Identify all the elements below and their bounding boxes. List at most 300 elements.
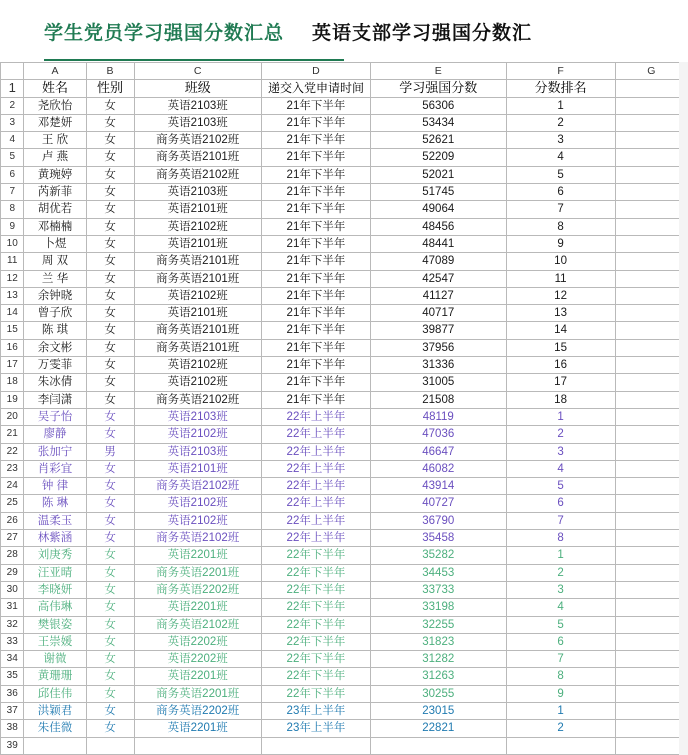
table-cell[interactable]: 21年下半年 [261, 235, 370, 252]
table-cell[interactable]: 7 [506, 201, 615, 218]
table-cell[interactable]: 8 [506, 218, 615, 235]
table-row[interactable] [1, 512, 688, 529]
table-cell[interactable]: 女 [86, 478, 134, 495]
table-cell[interactable]: 22年下半年 [261, 581, 370, 598]
table-cell[interactable]: 39877 [370, 322, 506, 339]
table-cell[interactable]: 22年上半年 [261, 426, 370, 443]
row-header-7[interactable]: 7 [1, 184, 24, 201]
table-cell[interactable]: 7 [506, 651, 615, 668]
table-cell[interactable]: 23年上半年 [261, 702, 370, 719]
row-header-36[interactable]: 36 [1, 685, 24, 702]
table-cell[interactable]: 英语2102班 [134, 357, 261, 374]
table-cell[interactable]: 商务英语2101班 [134, 339, 261, 356]
table-cell[interactable]: 吴子怡 [24, 408, 86, 425]
table-row[interactable] [1, 235, 688, 252]
table-cell[interactable]: 34453 [370, 564, 506, 581]
table-row[interactable] [1, 564, 688, 581]
table-cell-empty[interactable] [615, 218, 687, 235]
header-cell[interactable]: 性别 [86, 80, 134, 97]
row-header-24[interactable]: 24 [1, 478, 24, 495]
table-cell-empty[interactable] [615, 235, 687, 252]
table-cell[interactable]: 21年下半年 [261, 357, 370, 374]
table-row[interactable] [1, 114, 688, 131]
table-cell[interactable]: 女 [86, 408, 134, 425]
table-cell[interactable]: 22年上半年 [261, 443, 370, 460]
table-cell-empty[interactable] [615, 184, 687, 201]
table-cell[interactable]: 卜煜 [24, 235, 86, 252]
table-cell[interactable]: 商务英语2102班 [134, 391, 261, 408]
table-cell[interactable] [261, 737, 370, 754]
table-cell-empty[interactable] [615, 305, 687, 322]
row-header-15[interactable]: 15 [1, 322, 24, 339]
table-cell[interactable]: 47036 [370, 426, 506, 443]
table-cell[interactable]: 商务英语2202班 [134, 702, 261, 719]
table-cell[interactable]: 朱冰倩 [24, 374, 86, 391]
table-cell[interactable]: 商务英语2201班 [134, 685, 261, 702]
table-cell-empty[interactable] [615, 685, 687, 702]
table-cell[interactable]: 英语2102班 [134, 426, 261, 443]
table-row[interactable] [1, 668, 688, 685]
table-cell[interactable] [86, 737, 134, 754]
row-header-29[interactable]: 29 [1, 564, 24, 581]
table-cell[interactable]: 41127 [370, 287, 506, 304]
table-row[interactable] [1, 253, 688, 270]
table-cell-empty[interactable] [615, 633, 687, 650]
row-header-8[interactable]: 8 [1, 201, 24, 218]
row-header-25[interactable]: 25 [1, 495, 24, 512]
table-cell[interactable]: 女 [86, 132, 134, 149]
table-cell-empty[interactable] [615, 201, 687, 218]
table-cell[interactable]: 21年下半年 [261, 184, 370, 201]
table-cell[interactable]: 33198 [370, 599, 506, 616]
table-cell[interactable]: 22年下半年 [261, 651, 370, 668]
table-cell[interactable]: 3 [506, 581, 615, 598]
table-cell[interactable]: 22年上半年 [261, 478, 370, 495]
table-cell[interactable]: 22年下半年 [261, 633, 370, 650]
table-cell[interactable]: 卢 燕 [24, 149, 86, 166]
row-header-9[interactable]: 9 [1, 218, 24, 235]
table-cell[interactable]: 31823 [370, 633, 506, 650]
table-cell-empty[interactable] [615, 97, 687, 114]
table-cell[interactable]: 女 [86, 166, 134, 183]
table-cell[interactable]: 21年下半年 [261, 253, 370, 270]
row-header-31[interactable]: 31 [1, 599, 24, 616]
table-cell[interactable]: 22年下半年 [261, 599, 370, 616]
row-header-33[interactable]: 33 [1, 633, 24, 650]
table-cell[interactable]: 刘庚秀 [24, 547, 86, 564]
table-cell-empty[interactable] [615, 581, 687, 598]
table-cell[interactable]: 21年下半年 [261, 201, 370, 218]
table-cell-empty[interactable] [615, 339, 687, 356]
table-cell[interactable]: 英语2103班 [134, 408, 261, 425]
row-header-14[interactable]: 14 [1, 305, 24, 322]
table-cell[interactable]: 14 [506, 322, 615, 339]
header-cell[interactable]: 班级 [134, 80, 261, 97]
table-row[interactable] [1, 287, 688, 304]
table-cell[interactable]: 商务英语2102班 [134, 478, 261, 495]
table-cell[interactable]: 黄琬婷 [24, 166, 86, 183]
table-cell[interactable]: 22年下半年 [261, 685, 370, 702]
table-cell[interactable]: 李闫潇 [24, 391, 86, 408]
column-header-a[interactable]: A [24, 63, 86, 80]
table-cell-empty[interactable] [615, 616, 687, 633]
table-cell[interactable]: 商务英语2202班 [134, 581, 261, 598]
table-cell[interactable]: 49064 [370, 201, 506, 218]
table-row[interactable] [1, 443, 688, 460]
row-header-16[interactable]: 16 [1, 339, 24, 356]
row-header-30[interactable]: 30 [1, 581, 24, 598]
table-cell[interactable]: 21年下半年 [261, 322, 370, 339]
table-cell[interactable]: 13 [506, 305, 615, 322]
header-cell[interactable]: 学习强国分数 [370, 80, 506, 97]
row-header-23[interactable]: 23 [1, 460, 24, 477]
table-cell[interactable]: 17 [506, 374, 615, 391]
table-cell[interactable]: 英语2103班 [134, 184, 261, 201]
table-cell[interactable]: 31263 [370, 668, 506, 685]
table-cell[interactable]: 汪亚晴 [24, 564, 86, 581]
table-cell[interactable]: 余钟晓 [24, 287, 86, 304]
row-header-21[interactable]: 21 [1, 426, 24, 443]
table-cell[interactable]: 22年下半年 [261, 564, 370, 581]
table-cell[interactable]: 31336 [370, 357, 506, 374]
table-cell[interactable]: 女 [86, 270, 134, 287]
row-header-4[interactable]: 4 [1, 132, 24, 149]
table-cell[interactable]: 31282 [370, 651, 506, 668]
table-cell[interactable]: 女 [86, 720, 134, 737]
table-cell[interactable]: 16 [506, 357, 615, 374]
table-row[interactable] [1, 408, 688, 425]
table-cell[interactable]: 32255 [370, 616, 506, 633]
row-header-5[interactable]: 5 [1, 149, 24, 166]
table-cell[interactable]: 6 [506, 495, 615, 512]
table-cell[interactable]: 女 [86, 512, 134, 529]
column-header-b[interactable]: B [86, 63, 134, 80]
table-cell[interactable]: 万雯菲 [24, 357, 86, 374]
column-header-c[interactable]: C [134, 63, 261, 80]
table-cell[interactable]: 21年下半年 [261, 218, 370, 235]
table-cell[interactable]: 4 [506, 599, 615, 616]
table-cell[interactable]: 廖静 [24, 426, 86, 443]
table-cell-empty[interactable] [615, 443, 687, 460]
table-cell[interactable]: 21年下半年 [261, 114, 370, 131]
row-header-19[interactable]: 19 [1, 391, 24, 408]
table-cell[interactable]: 21年下半年 [261, 374, 370, 391]
table-cell[interactable]: 周 双 [24, 253, 86, 270]
header-cell[interactable]: 姓名 [24, 80, 86, 97]
table-cell[interactable]: 英语2103班 [134, 97, 261, 114]
row-header-20[interactable]: 20 [1, 408, 24, 425]
table-cell-empty[interactable] [615, 668, 687, 685]
table-cell[interactable]: 21年下半年 [261, 149, 370, 166]
table-cell[interactable]: 52209 [370, 149, 506, 166]
table-cell[interactable]: 23年上半年 [261, 720, 370, 737]
table-cell[interactable]: 英语2101班 [134, 201, 261, 218]
table-cell[interactable]: 商务英语2102班 [134, 530, 261, 547]
table-cell[interactable]: 女 [86, 322, 134, 339]
table-cell[interactable]: 21年下半年 [261, 339, 370, 356]
table-cell[interactable]: 37956 [370, 339, 506, 356]
table-cell[interactable] [24, 737, 86, 754]
table-cell[interactable]: 52021 [370, 166, 506, 183]
table-cell[interactable]: 43914 [370, 478, 506, 495]
table-cell[interactable]: 5 [506, 616, 615, 633]
row-header-35[interactable]: 35 [1, 668, 24, 685]
table-cell[interactable]: 邓楚妍 [24, 114, 86, 131]
table-cell[interactable]: 4 [506, 149, 615, 166]
table-cell[interactable]: 8 [506, 668, 615, 685]
table-cell-empty[interactable] [615, 426, 687, 443]
table-cell[interactable]: 英语2102班 [134, 512, 261, 529]
table-cell[interactable]: 2 [506, 564, 615, 581]
table-row[interactable] [1, 149, 688, 166]
table-cell[interactable]: 英语2103班 [134, 114, 261, 131]
table-cell[interactable]: 30255 [370, 685, 506, 702]
table-cell[interactable]: 2 [506, 720, 615, 737]
row-header-1[interactable]: 1 [1, 80, 24, 97]
table-row[interactable] [1, 218, 688, 235]
table-row[interactable] [1, 391, 688, 408]
table-cell[interactable]: 商务英语2101班 [134, 322, 261, 339]
table-cell[interactable] [370, 737, 506, 754]
table-cell[interactable]: 樊银姿 [24, 616, 86, 633]
table-cell[interactable] [134, 737, 261, 754]
table-cell[interactable]: 22年上半年 [261, 408, 370, 425]
table-cell[interactable]: 林紫涵 [24, 530, 86, 547]
table-cell[interactable]: 洪颖君 [24, 702, 86, 719]
table-cell[interactable]: 女 [86, 702, 134, 719]
row-header-27[interactable]: 27 [1, 530, 24, 547]
table-row[interactable] [1, 374, 688, 391]
table-cell[interactable]: 英语2102班 [134, 374, 261, 391]
table-cell[interactable]: 35458 [370, 530, 506, 547]
grid-corner[interactable] [1, 63, 24, 80]
table-row[interactable] [1, 581, 688, 598]
table-cell[interactable]: 女 [86, 616, 134, 633]
table-cell[interactable]: 21年下半年 [261, 132, 370, 149]
table-row[interactable] [1, 357, 688, 374]
table-cell[interactable]: 英语2101班 [134, 305, 261, 322]
row-header-12[interactable]: 12 [1, 270, 24, 287]
table-cell-empty[interactable] [615, 391, 687, 408]
table-row[interactable] [1, 547, 688, 564]
table-cell[interactable]: 23015 [370, 702, 506, 719]
table-cell[interactable]: 女 [86, 305, 134, 322]
table-cell[interactable]: 21年下半年 [261, 270, 370, 287]
table-cell[interactable]: 女 [86, 357, 134, 374]
header-cell-empty[interactable] [615, 80, 687, 97]
table-cell-empty[interactable] [615, 512, 687, 529]
table-cell[interactable]: 女 [86, 374, 134, 391]
table-cell[interactable]: 女 [86, 184, 134, 201]
table-cell[interactable]: 王崇媛 [24, 633, 86, 650]
table-cell[interactable]: 11 [506, 270, 615, 287]
table-cell[interactable]: 英语2201班 [134, 720, 261, 737]
table-row[interactable] [1, 184, 688, 201]
table-cell[interactable]: 余文彬 [24, 339, 86, 356]
table-cell[interactable]: 王 欣 [24, 132, 86, 149]
table-row[interactable] [1, 599, 688, 616]
table-row[interactable] [1, 132, 688, 149]
table-cell[interactable]: 尧欣怡 [24, 97, 86, 114]
table-cell[interactable] [506, 737, 615, 754]
table-row[interactable] [1, 339, 688, 356]
table-cell[interactable]: 48441 [370, 235, 506, 252]
table-cell[interactable]: 22年下半年 [261, 547, 370, 564]
table-cell[interactable]: 22年上半年 [261, 512, 370, 529]
table-cell[interactable]: 女 [86, 426, 134, 443]
table-row[interactable] [1, 426, 688, 443]
table-cell[interactable]: 陈 琪 [24, 322, 86, 339]
table-cell[interactable]: 31005 [370, 374, 506, 391]
table-cell[interactable]: 3 [506, 443, 615, 460]
table-row[interactable] [1, 270, 688, 287]
table-cell[interactable]: 35282 [370, 547, 506, 564]
table-cell[interactable]: 女 [86, 547, 134, 564]
table-cell[interactable]: 商务英语2201班 [134, 564, 261, 581]
table-cell-empty[interactable] [615, 357, 687, 374]
table-row[interactable] [1, 702, 688, 719]
table-cell[interactable]: 女 [86, 339, 134, 356]
table-cell[interactable]: 女 [86, 633, 134, 650]
table-cell[interactable]: 英语2201班 [134, 599, 261, 616]
table-row[interactable] [1, 201, 688, 218]
table-cell[interactable]: 42547 [370, 270, 506, 287]
table-cell-empty[interactable] [615, 322, 687, 339]
table-cell[interactable]: 女 [86, 287, 134, 304]
table-cell[interactable]: 22年上半年 [261, 495, 370, 512]
table-cell[interactable]: 英语2101班 [134, 235, 261, 252]
row-header-37[interactable]: 37 [1, 702, 24, 719]
table-cell[interactable]: 51745 [370, 184, 506, 201]
table-cell-empty[interactable] [615, 374, 687, 391]
table-cell-empty[interactable] [615, 702, 687, 719]
table-cell[interactable]: 女 [86, 685, 134, 702]
table-cell[interactable]: 女 [86, 668, 134, 685]
table-cell[interactable]: 1 [506, 97, 615, 114]
table-cell[interactable]: 33733 [370, 581, 506, 598]
table-cell-empty[interactable] [615, 287, 687, 304]
table-cell[interactable]: 女 [86, 149, 134, 166]
row-header-34[interactable]: 34 [1, 651, 24, 668]
table-cell[interactable]: 12 [506, 287, 615, 304]
table-row[interactable] [1, 651, 688, 668]
column-header-g[interactable]: G [615, 63, 687, 80]
table-cell[interactable]: 女 [86, 253, 134, 270]
table-row[interactable] [1, 720, 688, 737]
table-cell[interactable]: 女 [86, 495, 134, 512]
table-cell[interactable]: 女 [86, 564, 134, 581]
table-cell[interactable]: 22年上半年 [261, 460, 370, 477]
table-cell[interactable]: 女 [86, 460, 134, 477]
row-header-32[interactable]: 32 [1, 616, 24, 633]
table-cell[interactable]: 6 [506, 633, 615, 650]
table-cell[interactable]: 英语2103班 [134, 443, 261, 460]
table-cell-empty[interactable] [615, 166, 687, 183]
row-header-18[interactable]: 18 [1, 374, 24, 391]
table-cell-empty[interactable] [615, 599, 687, 616]
table-cell[interactable]: 英语2202班 [134, 651, 261, 668]
table-cell[interactable]: 英语2201班 [134, 668, 261, 685]
table-cell[interactable]: 7 [506, 512, 615, 529]
row-header-10[interactable]: 10 [1, 235, 24, 252]
table-cell[interactable]: 黄珊珊 [24, 668, 86, 685]
table-row[interactable] [1, 616, 688, 633]
table-cell[interactable]: 48119 [370, 408, 506, 425]
table-cell[interactable]: 1 [506, 702, 615, 719]
row-header-13[interactable]: 13 [1, 287, 24, 304]
table-cell[interactable]: 3 [506, 132, 615, 149]
table-cell[interactable]: 女 [86, 581, 134, 598]
table-cell[interactable]: 女 [86, 218, 134, 235]
table-cell[interactable]: 40717 [370, 305, 506, 322]
table-cell[interactable]: 18 [506, 391, 615, 408]
table-cell[interactable]: 5 [506, 478, 615, 495]
table-cell[interactable]: 1 [506, 408, 615, 425]
table-cell[interactable]: 兰 华 [24, 270, 86, 287]
table-row[interactable] [1, 685, 688, 702]
table-cell[interactable]: 女 [86, 235, 134, 252]
table-cell[interactable]: 40727 [370, 495, 506, 512]
table-cell[interactable]: 2 [506, 426, 615, 443]
table-cell[interactable]: 52621 [370, 132, 506, 149]
table-cell[interactable]: 女 [86, 530, 134, 547]
table-cell[interactable]: 21年下半年 [261, 97, 370, 114]
column-header-e[interactable]: E [370, 63, 506, 80]
table-cell[interactable]: 陈 琳 [24, 495, 86, 512]
row-header-22[interactable]: 22 [1, 443, 24, 460]
table-cell[interactable]: 女 [86, 114, 134, 131]
table-cell[interactable]: 女 [86, 599, 134, 616]
table-cell[interactable]: 10 [506, 253, 615, 270]
table-cell[interactable]: 男 [86, 443, 134, 460]
table-cell[interactable]: 5 [506, 166, 615, 183]
column-header-f[interactable]: F [506, 63, 615, 80]
table-cell[interactable]: 21年下半年 [261, 391, 370, 408]
table-cell[interactable]: 李晓妍 [24, 581, 86, 598]
table-row[interactable] [1, 478, 688, 495]
table-row[interactable] [1, 166, 688, 183]
table-cell[interactable]: 21年下半年 [261, 166, 370, 183]
table-cell[interactable]: 22年下半年 [261, 668, 370, 685]
table-cell[interactable]: 英语2201班 [134, 547, 261, 564]
table-cell[interactable]: 女 [86, 391, 134, 408]
table-cell[interactable]: 53434 [370, 114, 506, 131]
table-cell-empty[interactable] [615, 530, 687, 547]
table-cell-empty[interactable] [615, 564, 687, 581]
table-cell[interactable]: 21年下半年 [261, 305, 370, 322]
table-cell[interactable]: 商务英语2102班 [134, 166, 261, 183]
table-cell[interactable]: 15 [506, 339, 615, 356]
table-row[interactable] [1, 530, 688, 547]
table-cell[interactable]: 商务英语2102班 [134, 132, 261, 149]
table-cell[interactable]: 9 [506, 235, 615, 252]
row-header-17[interactable]: 17 [1, 357, 24, 374]
table-cell[interactable]: 胡优若 [24, 201, 86, 218]
table-cell-empty[interactable] [615, 149, 687, 166]
table-cell[interactable]: 56306 [370, 97, 506, 114]
table-cell-empty[interactable] [615, 737, 687, 754]
table-cell[interactable]: 张加宁 [24, 443, 86, 460]
table-cell[interactable]: 英语2101班 [134, 460, 261, 477]
table-cell[interactable]: 高伟琳 [24, 599, 86, 616]
table-row[interactable] [1, 97, 688, 114]
table-row[interactable] [1, 322, 688, 339]
table-cell[interactable]: 英语2102班 [134, 495, 261, 512]
table-cell-empty[interactable] [615, 132, 687, 149]
row-header-3[interactable]: 3 [1, 114, 24, 131]
table-cell[interactable]: 女 [86, 201, 134, 218]
table-cell[interactable]: 48456 [370, 218, 506, 235]
